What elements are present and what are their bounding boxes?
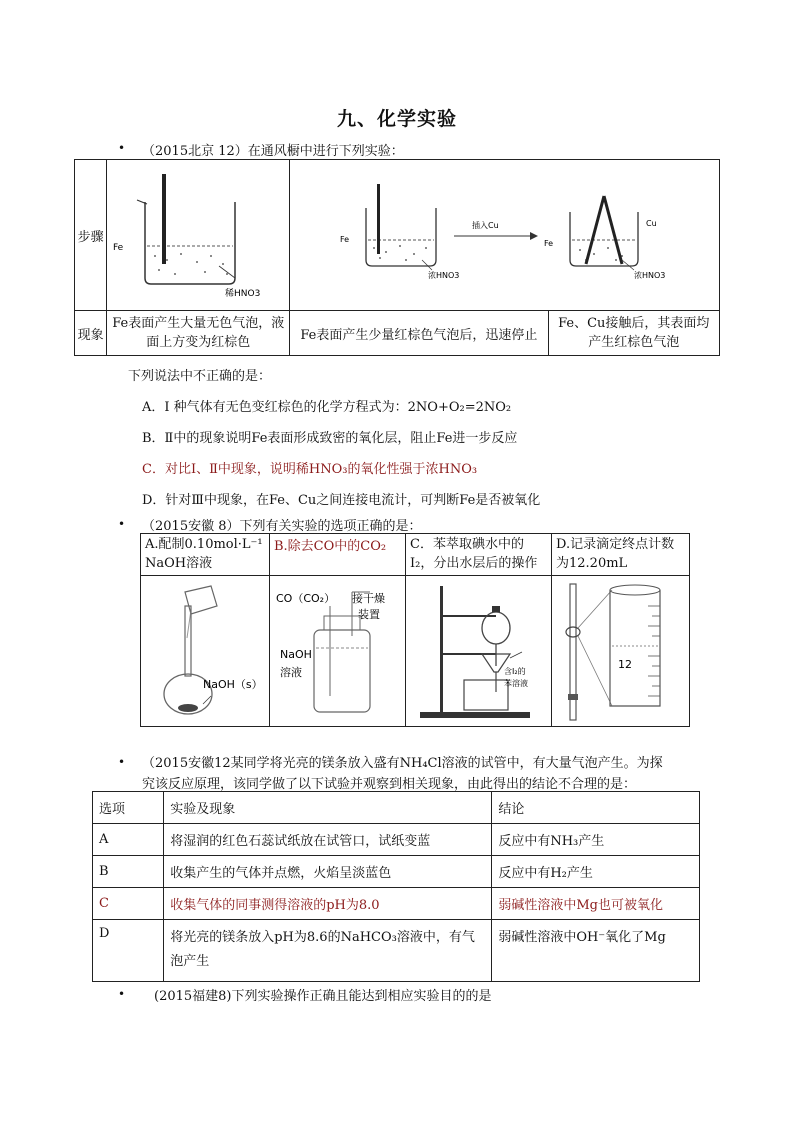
q1-option-b: B．Ⅱ中的现象说明Fe表面形成致密的氧化层，阻止Fe进一步反应 xyxy=(142,431,518,446)
q3-row-experiment: 收集产生的气体并点燃，火焰呈淡蓝色 xyxy=(164,856,492,888)
q3-row-experiment: 将光亮的镁条放入pH为8.6的NaHCO₃溶液中，有气泡产生 xyxy=(164,920,492,982)
bullet: • xyxy=(118,141,126,155)
q2-intro: （2015安徽 8）下列有关实验的选项正确的是： xyxy=(142,519,422,534)
q3-row-conclusion: 弱碱性溶液中OH⁻氧化了Mg xyxy=(492,920,700,982)
q2-table xyxy=(140,533,690,727)
gas-label: CO（CO₂） xyxy=(276,592,336,605)
fig2-acid-label: 浓HNO3 xyxy=(428,271,460,280)
iodine-label-1: 含I₂的 xyxy=(504,667,526,676)
table-row xyxy=(93,824,700,856)
phenomenon-3: Fe、Cu接触后，其表面均产生红棕色气泡 xyxy=(548,311,719,356)
iodine-label-2: 苯溶液 xyxy=(504,679,528,688)
bullet: • xyxy=(118,755,126,769)
q3-row-option: C xyxy=(93,888,164,920)
q3-row-experiment: 收集气体的同事测得溶液的pH为8.0 xyxy=(164,888,492,920)
q3-intro-line1: （2015安徽12某同学将光亮的镁条放入盛有NH₄Cl溶液的试管中，有大量气泡产生。为探 xyxy=(142,756,663,771)
burette-mark-label: 12 xyxy=(618,658,632,671)
fig-experiment-2-3 xyxy=(290,160,720,311)
q3-row-conclusion: 弱碱性溶液中Mg也可被氧化 xyxy=(492,888,700,920)
row-label-step: 步骤 xyxy=(75,160,107,311)
q2-head-d: D.记录滴定终点计数为12.20mL xyxy=(552,534,690,576)
fig3-fe-label: Fe xyxy=(544,239,554,248)
q3-header-experiment: 实验及现象 xyxy=(164,792,492,824)
q3-row-option: D xyxy=(93,920,164,982)
q3-intro-line2: 究该反应原理，该同学做了以下试验并观察到相关现象，由此得出的结论不合理的是： xyxy=(142,777,637,792)
table-row xyxy=(93,888,700,920)
q1-intro: （2015北京 12）在通风橱中进行下列实验： xyxy=(142,144,404,159)
bullet: • xyxy=(118,987,126,1001)
table-row xyxy=(93,920,700,982)
q2-head-a: A.配制0.10mol·L⁻¹ NaOH溶液 xyxy=(141,534,270,576)
row-label-phenomenon: 现象 xyxy=(75,311,107,356)
fig3-acid-label: 浓HNO3 xyxy=(634,271,666,280)
bullet: • xyxy=(118,517,126,531)
q3-row-conclusion: 反应中有NH₃产生 xyxy=(492,824,700,856)
dry-label-1: 接干燥 xyxy=(352,592,385,605)
dry-label-2: 装置 xyxy=(358,608,380,621)
fig-experiment-1 xyxy=(107,160,290,311)
fig1-fe-label: Fe xyxy=(113,243,124,253)
q3-row-option: B xyxy=(93,856,164,888)
page-title: 九、化学实验 xyxy=(336,108,457,130)
q3-row-experiment: 将湿润的红色石蕊试纸放在试管口，试纸变蓝 xyxy=(164,824,492,856)
fig-gas-washing-bottle xyxy=(270,576,406,727)
q1-stem: 下列说法中不正确的是： xyxy=(128,369,272,384)
q1-option-c: C．对比Ⅰ、Ⅱ中现象，说明稀HNO₃的氧化性强于浓HNO₃ xyxy=(142,462,478,477)
q4-intro: (2015福建8)下列实验操作正确且能达到相应实验目的的是 xyxy=(154,989,492,1004)
fig1-acid-label: 稀HNO3 xyxy=(225,289,261,299)
q3-header-conclusion: 结论 xyxy=(492,792,700,824)
q3-table xyxy=(92,791,700,982)
q3-header-option: 选项 xyxy=(93,792,164,824)
fig-volumetric-flask xyxy=(141,576,270,727)
naoh-label: NaOH（s） xyxy=(203,678,263,691)
q3-row-option: A xyxy=(93,824,164,856)
solution-label-2: 溶液 xyxy=(280,666,302,679)
q1-option-a: A．Ⅰ 种气体有无色变红棕色的化学方程式为：2NO+O₂=2NO₂ xyxy=(142,400,512,415)
solution-label-1: NaOH xyxy=(280,648,312,661)
q3-row-conclusion: 反应中有H₂产生 xyxy=(492,856,700,888)
table-row xyxy=(93,856,700,888)
q1-option-d: D．针对Ⅲ中现象，在Fe、Cu之间连接电流计，可判断Fe是否被氧化 xyxy=(142,493,541,508)
fig3-cu-label: Cu xyxy=(646,219,657,228)
q2-head-b: B.除去CO中的CO₂ xyxy=(270,534,406,576)
q1-table xyxy=(74,159,720,356)
phenomenon-2: Fe表面产生少量红棕色气泡后，迅速停止 xyxy=(290,311,548,356)
fig2-arrow-label: 插入Cu xyxy=(472,221,499,230)
phenomenon-1: Fe表面产生大量无色气泡，液面上方变为红棕色 xyxy=(107,311,290,356)
q2-head-c: C．苯萃取碘水中的I₂，分出水层后的操作 xyxy=(406,534,552,576)
fig-burette xyxy=(552,576,690,727)
fig-separatory-funnel xyxy=(406,576,552,727)
fig2-fe-label: Fe xyxy=(340,235,350,244)
